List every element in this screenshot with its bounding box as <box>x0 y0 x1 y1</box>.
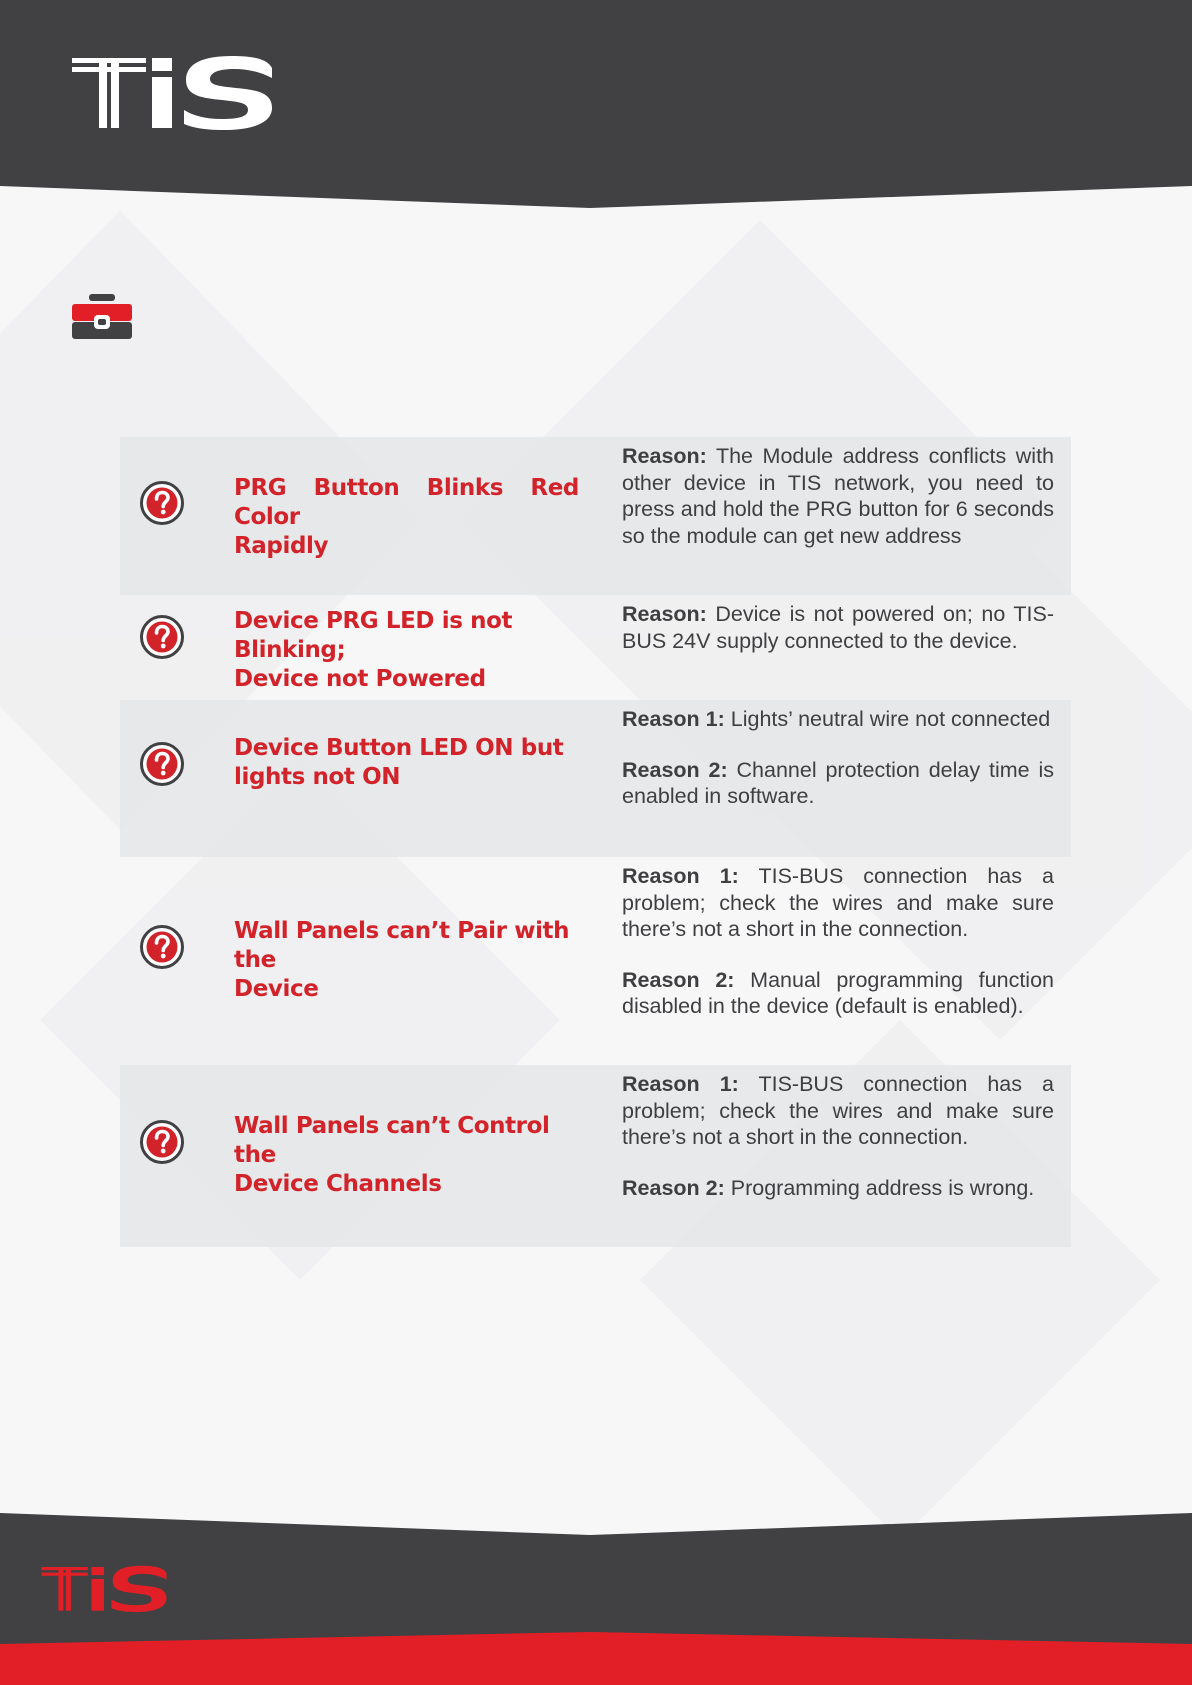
question-icon <box>140 615 184 659</box>
reason-text: TIS-BUS connection has a problem; check the wires and make sure there’s not a short in the connection. <box>622 1072 1054 1149</box>
reason <box>622 601 1054 654</box>
issue-title-line: Device Channels <box>234 1171 442 1197</box>
issue-title <box>234 1112 579 1199</box>
table-row <box>120 857 1071 1065</box>
issue-title-line: Device Button LED ON but <box>234 735 564 761</box>
reason-text: TIS-BUS connection has a problem; check the wires and make sure there’s not a short in the connection. <box>622 864 1054 941</box>
issue-title-line: Device not Powered <box>234 666 486 692</box>
question-icon <box>140 1120 184 1164</box>
reason-text: Device is not powered on; no TIS-BUS 24V supply connected to the device. <box>622 602 1054 653</box>
troubleshooting-table <box>120 437 1071 1247</box>
reason-text: Channel protection delay time is enabled in software. <box>622 757 1054 808</box>
issue-title-line: lights not ON <box>234 764 401 790</box>
tis-logo-footer <box>38 1562 170 1612</box>
reason-label: Reason 2: <box>622 967 735 992</box>
issue-title <box>234 474 579 561</box>
issue-title-line: Device <box>234 976 319 1002</box>
reason-block <box>622 601 1054 654</box>
issue-title-line: Wall Panels can’t Control the <box>234 1113 550 1168</box>
reason-block <box>622 706 1054 810</box>
reason-label: Reason 1: <box>622 864 739 888</box>
issue-title <box>234 917 579 1004</box>
reason-label: Reason: <box>622 444 707 468</box>
issue-title <box>234 734 579 792</box>
reason-block <box>622 1071 1054 1201</box>
reason-label: Reason 1: <box>622 1072 739 1096</box>
issue-title <box>234 607 579 694</box>
reason-block <box>622 863 1054 1020</box>
reason-block <box>622 443 1054 549</box>
reason <box>622 706 1054 733</box>
reason-text: Manual programming function disabled in the device (default is enabled). <box>622 967 1054 1018</box>
reason <box>622 863 1054 943</box>
toolbox-icon <box>72 294 132 342</box>
reason <box>622 1071 1054 1151</box>
reason-label: Reason 1: <box>622 707 725 731</box>
reason-label: Reason 2: <box>622 1175 725 1200</box>
table-row <box>120 437 1071 595</box>
question-icon <box>140 742 184 786</box>
question-icon <box>140 925 184 969</box>
issue-title-line: PRG Button Blinks Red Color <box>234 475 579 530</box>
reason <box>622 443 1054 549</box>
tis-logo <box>72 50 272 130</box>
reason-text: The Module address conflicts with other device in TIS network, you need to press and hold the PRG button for 6 seconds so the module can get new address <box>622 444 1054 548</box>
table-row <box>120 700 1071 857</box>
issue-title-line: Rapidly <box>234 533 329 559</box>
reason <box>622 967 1054 1020</box>
reason-label: Reason: <box>622 602 707 626</box>
issue-title-line: Device PRG LED is not Blinking; <box>234 608 513 663</box>
issue-title-line: Wall Panels can’t Pair with the <box>234 918 570 973</box>
reason-label: Reason 2: <box>622 757 728 782</box>
table-row <box>120 595 1071 700</box>
question-icon <box>140 481 184 525</box>
reason-text: Lights’ neutral wire not connected <box>730 707 1051 731</box>
table-row <box>120 1065 1071 1247</box>
reason-text: Programming address is wrong. <box>730 1175 1035 1200</box>
reason <box>622 1175 1054 1202</box>
reason <box>622 757 1054 810</box>
